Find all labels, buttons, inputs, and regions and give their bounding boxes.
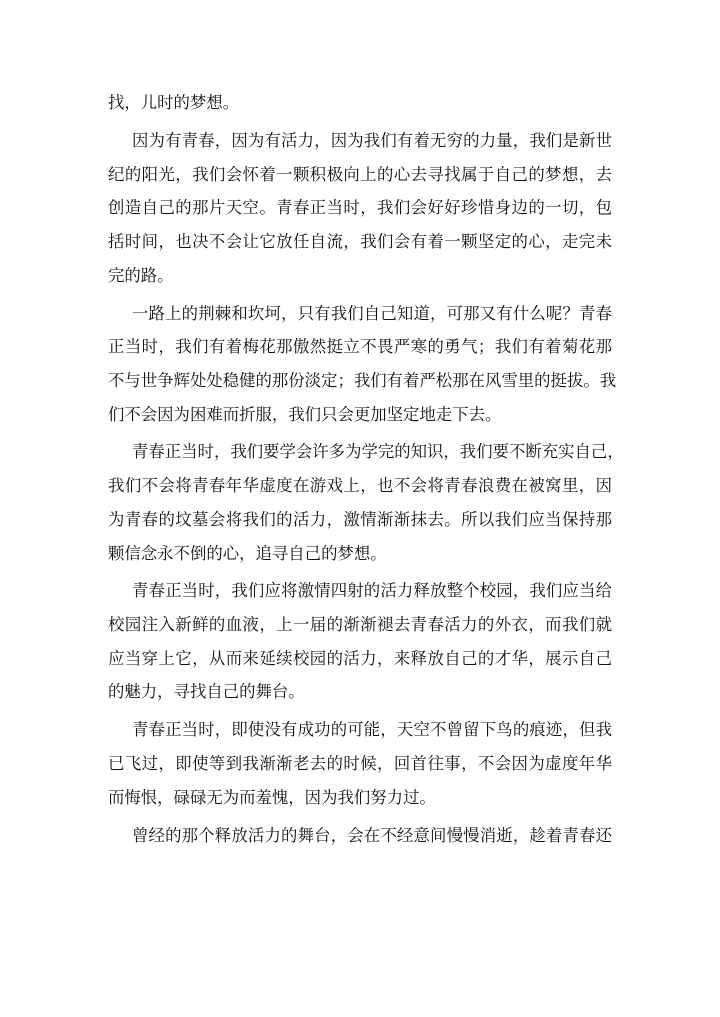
text-line: 正当时，我们有着梅花那傲然挺立不畏严寒的勇气；我们有着菊花那 xyxy=(108,337,612,357)
paragraph xyxy=(108,297,617,432)
text-line: 因为有青春，因为有活力，因为我们有着无穷的力量，我们是新世 xyxy=(132,130,612,150)
text-line: 找，儿时的梦想。 xyxy=(108,93,240,112)
text-line: 完的路。 xyxy=(108,265,174,285)
text-line: 已飞过，即使等到我渐渐老去的时候，回首往事，不会因为虚度年华 xyxy=(108,754,612,773)
paragraph xyxy=(108,435,624,570)
text-line: 青春正当时，即使没有成功的可能，天空不曾留下鸟的痕迹，但我 xyxy=(132,720,612,740)
text-line: 应当穿上它，从而来延续校园的活力，来释放自己的才华，展示自己 xyxy=(108,648,612,668)
paragraph xyxy=(108,124,612,292)
text-line: 的魅力，寻找自己的舞台。 xyxy=(108,682,305,702)
paragraph xyxy=(108,574,612,709)
text-line: 一路上的荆棘和坎坷，只有我们自己知道，可那又有什么呢？青春 xyxy=(132,303,612,323)
text-line: 创造自己的那片天空。青春正当时，我们会好好珍惜身边的一切，包 xyxy=(108,198,612,218)
text-line: 不与世争辉处处稳健的那份淡定；我们有着严松那在风雪里的挺拔。我 xyxy=(108,370,617,390)
text-line: 颗信念永不倒的心，追寻自己的梦想。 xyxy=(108,543,387,563)
text-line: 纪的阳光，我们会怀着一颗积极向上的心去寻找属于自己的梦想，去 xyxy=(108,164,612,184)
paragraph xyxy=(108,86,612,120)
text-line: 我们不会将青春年华虚度在游戏上，也不会将青春浪费在被窝里，因 xyxy=(108,476,612,496)
text-line: 为青春的坟墓会将我们的活力，激情渐渐抹去。所以我们应当保持那 xyxy=(108,509,612,529)
text-line: 们不会因为困难而折服，我们只会更加坚定地走下去。 xyxy=(108,404,502,424)
paragraph xyxy=(108,713,612,814)
text-line: 校园注入新鲜的血液，上一届的渐渐褪去青春活力的外衣，而我们就 xyxy=(108,615,612,635)
paragraph xyxy=(108,819,612,853)
text-line: 而悔恨，碌碌无为而羞愧，因为我们努力过。 xyxy=(108,787,436,807)
text-line: 青春正当时，我们应将激情四射的活力释放整个校园，我们应当给 xyxy=(132,581,612,601)
essay-body xyxy=(108,86,624,852)
text-line: 青春正当时，我们要学会许多为学完的知识，我们要不断充实自己， xyxy=(132,442,624,462)
text-line: 括时间，也决不会让它放任自流，我们会有着一颗坚定的心，走完未 xyxy=(108,231,612,251)
text-line: 曾经的那个释放活力的舞台，会在不经意间慢慢消逝，趁着青春还 xyxy=(132,825,612,845)
